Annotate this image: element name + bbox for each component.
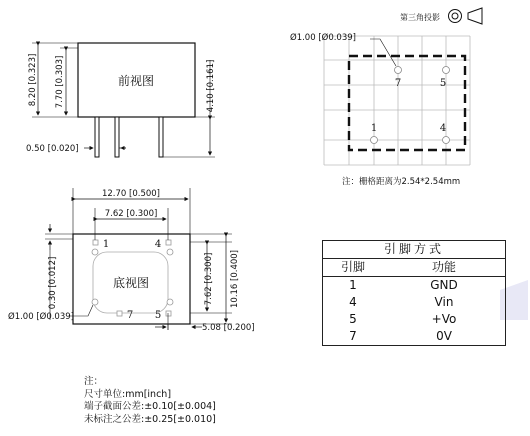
pin-cell: 4 [349,295,357,309]
dim-height-outer: 8.20 [0.323] [28,53,38,107]
pinout-header-pin: 引脚 [323,259,384,277]
bottom-pin-1-mark [93,240,98,245]
dim-standoff: 0.30 [0.012] [48,256,58,310]
pinout-title: 引脚方式 [323,241,506,259]
pin-hole-4 [443,137,450,144]
bottom-pin-5-mark [166,311,171,316]
dim-pin-span-y: 7.62 [0.300] [204,252,214,306]
grid-pin-1: 1 [370,123,378,134]
pin-cell: 7 [349,329,357,343]
table-row [323,294,506,311]
note-line: 端子截面公差:±0.10[±0.004] [84,401,216,412]
grid-pin-4: 4 [439,123,447,134]
pin-hole-1 [371,137,378,144]
table-row [323,277,506,295]
bottom-hole-b [167,249,173,255]
front-view [26,43,216,157]
grid-pin-7: 7 [394,78,402,89]
bottom-pin-4-mark [166,240,171,245]
front-view-title: 前视图 [117,74,155,88]
table-row [323,328,506,346]
bottom-hole-a [92,249,98,255]
pin-hole-7 [395,67,402,74]
bottom-pin-5: 5 [154,310,162,321]
bottom-hole-d [167,299,173,305]
bottom-view-title: 底视图 [112,276,150,290]
pin-hole-5 [443,67,450,74]
note-line: 尺寸单位:mm[inch] [84,388,172,400]
pinout-header-function: 功能 [383,259,506,277]
notes-heading: 注： [84,376,104,387]
bottom-hole-dim: Ø1.00 [Ø0.039] [8,312,74,322]
dim-pin-dia: 0.50 [0.020] [26,144,79,154]
function-cell: 0V [436,329,452,343]
pinout-table [322,240,506,346]
function-cell: +Vo [431,312,457,326]
front-view-pins [95,117,163,157]
dim-height-inner: 7.70 [0.303] [55,55,65,109]
pin-cell: 1 [349,278,357,292]
grid-pin-5: 5 [439,78,447,89]
function-cell: GND [430,278,458,292]
dim-pin-length: 4.10 [0.161] [206,59,216,113]
grid-note: 注：栅格距离为2.54*2.54mm [342,177,461,187]
third-angle-projection-icon [449,8,483,24]
bottom-pin-1: 1 [102,239,110,250]
dim-offset: 5.08 [0.200] [202,323,255,333]
bottom-hole-c [92,299,98,305]
dim-pin-span-x: 7.62 [0.300] [104,209,158,219]
pin-cell: 5 [349,312,357,326]
dim-width: 12.70 [0.500] [101,189,161,199]
bottom-pin-7-mark [117,311,122,316]
bottom-pin-7: 7 [126,310,134,321]
table-row [323,311,506,328]
dim-height: 10.16 [0.400] [230,249,240,309]
bottom-view [8,188,255,333]
projection-label: 第三角投影 [400,13,440,22]
note-line: 未标注之公差:±0.25[±0.010] [84,413,216,425]
bottom-pin-4: 4 [154,239,162,250]
notes [84,376,216,426]
pin-grid-view [290,32,470,187]
function-cell: Vin [434,295,454,309]
grid-hole-dim: Ø1.00 [Ø0.039] [290,33,356,43]
